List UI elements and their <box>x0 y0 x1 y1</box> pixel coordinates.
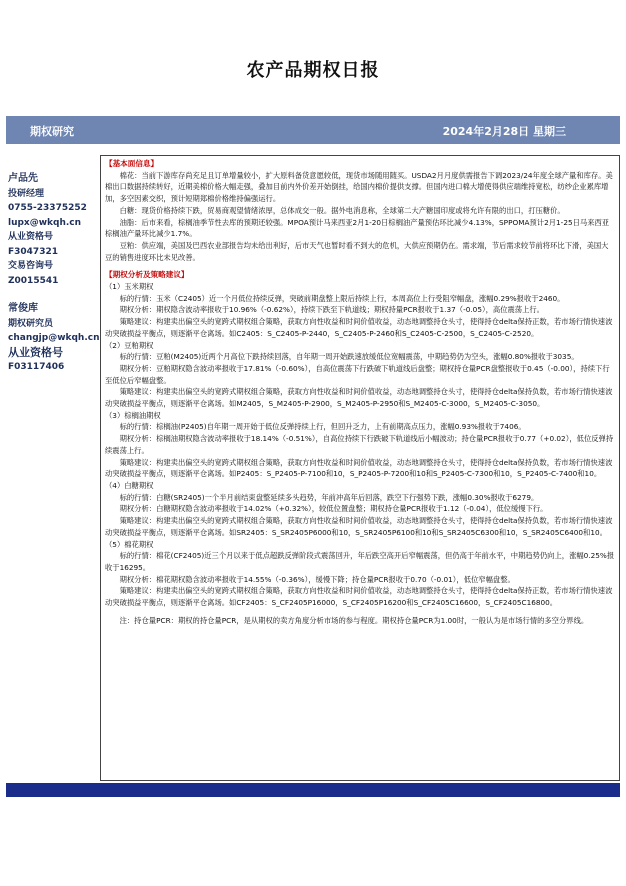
content-box <box>100 155 620 781</box>
soymeal-heading: （2）豆粕期权 <box>105 340 154 350</box>
soymeal-market: 标的行情：豆粕(M2405)近两个月高位下跌持续回落，自年期一周开始跌速放缓低位宽幅震荡，中期趋势仍为空头，涨幅0.80%报收于3035。 <box>119 352 579 362</box>
strategy-heading: 【期权分析及策略建议】 <box>105 270 189 280</box>
analyst2-title: 期权研究员 <box>8 318 54 329</box>
sugar-analysis: 期权分析：白糖期权隐含波动率报收于14.02%（+0.32%），较低位置盘整；期权持仓量PCR报收于1.12（-0.04），低位缓慢下行。 <box>119 504 548 514</box>
analyst1-phone: 0755-23375252 <box>8 203 87 213</box>
palm-analysis: 期权分析：棕榈油期权隐含波动率报收于18.14%（-0.51%），自高位持续下行跌破下轨道线后小幅波动；持仓量PCR报收于0.77（+0.02），低位反弹持续震荡上行。 <box>105 434 614 455</box>
corn-heading: （1）玉米期权 <box>105 282 154 292</box>
corn-strategy: 策略建议：构建卖出偏空头的宽跨式期权组合策略，获取方向性收益和时间价值收益，动态地调整持仓头寸，使得持仓delta保持正数，若市场行情快速波动突破损益平衡点，则逐渐平仓离场。如C2405：S_C2405-P-2440，S_C2405-P-2460和S_C2405-C-2500，S_C2405-C-2520。 <box>105 317 613 338</box>
analyst1-cert: F3047321 <box>8 246 58 257</box>
soymeal-analysis: 期权分析：豆粕期权隐含波动率报收于17.81%（-0.60%），自高位震荡下行跌破下轨道线后盘整；期权持仓量PCR盘整报收于0.45（-0.00），持续下行至低位后窄幅盘整。 <box>105 363 610 385</box>
palm-strategy: 策略建议：构建卖出偏空头的宽跨式期权组合策略，获取方向性收益和时间价值收益，动态地调整持仓头寸，使得持仓delta保持负数，若市场行情快速波动突破损益平衡点，则逐渐平仓离场。如P2405：S_P2405-P-7100和10，S_P2405-P-7200和10和S_P2405-C-7300和10，S_P2405-C-7400和10。 <box>105 457 613 479</box>
soymeal-strategy: 策略建议：构建卖出偏空头的宽跨式期权组合策略，获取方向性收益和时间价值收益，动态地调整持仓头寸，使得持仓delta保持负数，若市场行情快速波动突破损益平衡点，则逐渐平仓离场。如M2405，S_M2405-P-2900，S_M2405-P-2950和S_M2405-C-3000，S_M2405-C-3050。 <box>105 387 613 409</box>
cotton-fundamentals: 棉花：当前下游库存尚充足且订单增量较小，扩大原料备货意愿较低，现货市场随用随买。USDA2月月度供需报告下调2023/24年度全球产量和库存。美棉出口数据持续转好，近期美棉价格大幅走强，叠加目前内外价差开始倒挂，给国内棉价提供支撑。但国内进口棉大增使得供应端维持宽松，纺纱企业累库增加，多空因素交织，预计短期郑棉价格维持偏强运行。 <box>105 170 613 204</box>
palm-heading: （3）棕榈油期权 <box>105 410 161 420</box>
cotton-strategy: 策略建议：构建卖出偏空头的宽跨式期权组合策略，获取方向性收益和时间价值收益，动态地调整持仓头寸，使得持仓delta保持正数，若市场行情快速波动突破损益平衡点，则逐渐平仓离场。如CF2405：S_CF2405P16000，S_CF2405P16200和S_CF2405C16600，S_CF2405C16800。 <box>105 586 613 608</box>
corn-market: 标的行情：玉米（C2405）近一个月低位持续反弹，突破前期盘整上限后持续上行，本周高位上行受阻窄幅盘，涨幅0.29%报收于2460。 <box>119 293 565 303</box>
sugar-strategy: 策略建议：构建卖出偏空头的宽跨式期权组合策略，获取方向性收益和时间价值收益，动态地调整持仓头寸，使得持仓delta保持负数，若市场行情快速波动突破损益平衡点，则逐渐平仓离场。如SR2405：S_SR2405P6000和10，S_SR2405P6100和10和S_SR2405C6300和10，S_SR2405C6400和10。 <box>105 516 613 537</box>
pcr-note: 注：持仓量PCR：期权的持仓量PCR，是从期权的卖方角度分析市场的参与程度。期权持仓量PCR为1.00时，一般认为是市场行情的多空分界线。 <box>119 615 589 625</box>
section-label: 期权研究 <box>30 125 74 138</box>
cotton-analysis: 期权分析：棉花期权隐含波动率报收于14.55%（-0.36%），缓慢下降；持仓量PCR报收于0.70（-0.01），低位窄幅盘整。 <box>119 574 515 584</box>
analyst1-cert-label: 从业资格号 <box>8 232 54 242</box>
analyst2-name: 常俊库 <box>8 303 38 314</box>
report-title: 农产品期权日报 <box>246 60 380 81</box>
report-date: 2024年2月28日 星期三 <box>442 125 566 138</box>
sugar-fundamentals: 白糖：现货价格持续下跌，贸易商观望情绪浓厚，总体成交一般。据外电消息称，全球第二大产糖国印度或将允许有限的出口，打压糖价。 <box>119 205 565 215</box>
cotton-market: 标的行情：棉花(CF2405)近三个月以来于低点超跌反弹阶段式震荡回升，年后跌空高开后窄幅震荡，但仍高于年前水平，中期趋势仍向上，涨幅0.25%报收于16295。 <box>105 551 615 572</box>
fundamentals-heading: 【基本面信息】 <box>105 159 159 168</box>
analyst1-name: 卢品先 <box>8 173 38 184</box>
footer-band <box>6 783 620 797</box>
corn-analysis: 期权分析：期权隐含波动率报收于10.96%（-0.62%），持续下跌至下轨道线；期权持量PCR报收于1.37（-0.05），高位震荡上行。 <box>119 305 544 315</box>
oils-fundamentals: 油脂：后市来看，棕榈油季节性去库的预期还较强。MPOA预计马来西亚2月1-20日棕榈油产量预估环比减少4.13%，SPPOMA预计2月1-25日马来西亚棕榈油产量环比减少1.7%。 <box>105 217 610 239</box>
analyst1-title: 投研经理 <box>8 188 45 199</box>
analyst2-cert-label: 从业资格号 <box>8 345 63 359</box>
header-band <box>6 116 620 144</box>
analyst2-email: changjp@wkqh.cn <box>8 333 100 343</box>
cotton-heading: （5）棉花期权 <box>105 539 154 549</box>
analyst1-consult-label: 交易咨询号 <box>8 261 54 271</box>
palm-market: 标的行情：棕榈油(P2405)自年期一周开始于低位反弹持续上行，但回升乏力，上有前期高点压力，涨幅0.93%报收于7406。 <box>119 422 526 432</box>
analyst1-email: lupx@wkqh.cn <box>8 217 82 228</box>
analyst2-cert: F03117406 <box>8 362 65 372</box>
analyst-sidebar <box>8 172 102 375</box>
soymeal-fundamentals: 豆粕：供应端，美国及巴西农业部报告均未给出利好，后市天气也暂时看不到大的危机，大供应预期仍在。需求端，节后需求较节前将环比下滑，美国大豆的销售进度环比未见改善。 <box>105 240 609 262</box>
analyst1-consult: Z0015541 <box>8 275 59 286</box>
sugar-heading: （4）白糖期权 <box>105 480 154 490</box>
sugar-market: 标的行情：白糖(SR2405)一个半月前结束盘整延续多头趋势，年前冲高年后回落，跌空下行强势下跌，涨幅0.30%报收于6279。 <box>119 492 539 502</box>
